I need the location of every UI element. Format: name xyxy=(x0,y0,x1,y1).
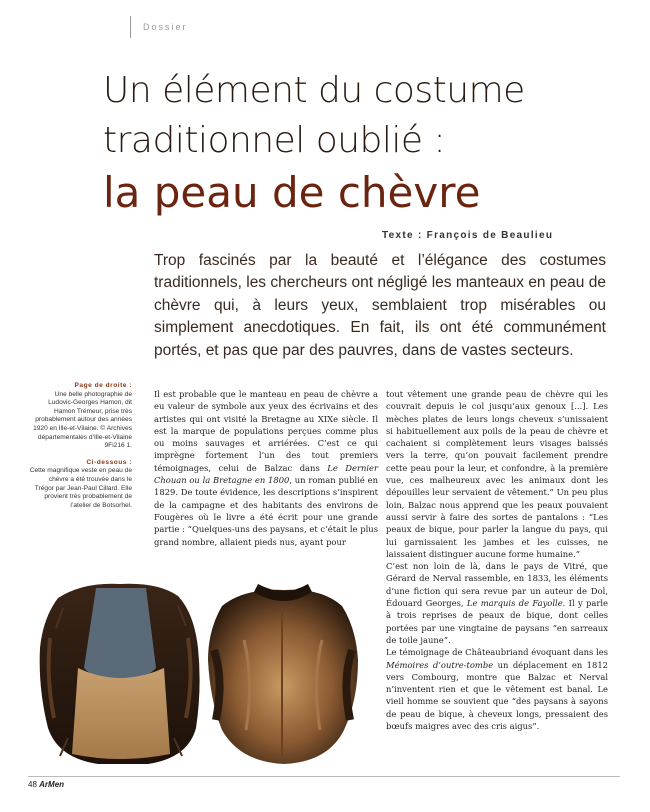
magazine-name: ArMen xyxy=(39,780,65,789)
byline: Texte : François de Beaulieu xyxy=(382,230,554,241)
photo-captions xyxy=(28,382,132,510)
article-title xyxy=(103,66,623,222)
column-1-paragraph: Il est probable que le manteau en peau de chèvre a eu valeur de symbole aux yeux des écrivains et des artistes qui ont visité la Bretagne au XIXe siècle. Il est la marque de populations perçues comme plus ou moins sauvages et arriérées. C’est ce qui imprègne fortement l’un des tout premiers témoignages, celui de Balzac dans Le Dernier Chouan ou la Bretagne en 1800, un roman publié en 1829. De toute évidence, les descriptions s’inspirent de la campagne et des habitants des environs de Fougères où le livre a été écrit pour une grande partie : “Quelques-uns des paysans, et c’était le plus grand nombre, allaient pieds nus, ayant pour xyxy=(154,389,379,547)
caption-heading-1: Page de droite : xyxy=(74,382,132,389)
title-line-1: Un élément du costume xyxy=(103,70,525,111)
footer-rule xyxy=(28,776,620,777)
book-title: Le marquis de Fayolle xyxy=(466,598,563,609)
book-title: Le Dernier Chouan ou la Bretagne en 1800 xyxy=(154,462,379,486)
title-line-3: la peau de chèvre xyxy=(103,168,481,217)
caption-text-1: Une belle photographie de Ludovic-Georges Hamon, dit Hamon Trémeur, prise très probablement autour des années 1920 en Ille-et-Vilaine. © Archives départementales d’Ille-et-Vilaine 9Fi216 1. xyxy=(33,390,132,450)
page-number: 48 xyxy=(28,780,37,789)
goatskin-jacket-back-photo xyxy=(204,580,362,766)
caption-heading-2: Ci-dessous : xyxy=(86,458,132,466)
goatskin-jacket-front-photo xyxy=(38,578,202,768)
column-2-paragraph-1: tout vêtement une grande peau de chèvre qui les couvrait depuis le col jusqu’aux genoux [...]. Les mèches plates de leurs longs cheveux s’unissaient si habituellement aux poils de la peau de chèvre et cachaient si complètement leurs visages baissés vers la terre, qu’on pouvait facilement prendre cette peau pour la leur, et confondre, à la première vue, ces malheureux avec les animaux dont les dépouilles leur servaient de vêtement.” Un peu plus loin, Balzac nous apprend que les peaux pouvaient aussi servir à faire des sortes de pantalons : “Les peaux de bique, pour parler la langue du pays, qui lui garnissaient les jambes et les cuisses, ne laissaient distinguer aucune forme humaine.” xyxy=(386,389,608,559)
book-title: Mémoires d’outre-tombe xyxy=(386,659,494,670)
caption-text-2: Cette magnifique veste en peau de chèvre a été trouvée dans le Trégor par Jean-Paul Cillard. Elle provient très probablement de l’atelier de Botsorhel. xyxy=(29,467,132,509)
page-footer xyxy=(28,780,64,789)
title-line-2: traditionnel oublié : xyxy=(103,120,446,161)
section-tag: Dossier xyxy=(130,16,188,38)
text-column-2 xyxy=(386,388,608,732)
text-column-1 xyxy=(154,388,378,548)
column-2-paragraph-3: Le témoignage de Châteaubriand évoquant dans les Mémoires d’outre-tombe un déplacement en 1812 vers Combourg, montre que Balzac et Nerval n’inventent rien et que le vêtement est banal. Le vieil homme se souvient que “des paysans à sayons de peau de bique, à cheveux longs, pressaient des bœufs maigres avec des cris aigus”. xyxy=(386,647,608,732)
lead-paragraph: Trop fascinés par la beauté et l’élégance des costumes traditionnels, les chercheurs ont négligé les manteaux en peau de chèvre qui, à leurs yeux, semblaient trop misérables ou simplement anecdotiques. En fait, ils ont été communément portés, et pas que par des pauvres, dans de vastes secteurs. xyxy=(154,252,606,359)
column-2-paragraph-2: C’est non loin de là, dans le pays de Vitré, que Gérard de Nerval rassemble, en 1833, les éléments d’une fiction qui sera revue par un auteur de Dol, Édouard Georges, Le marquis de Fayolle. Il y parle à trois reprises de peaux de bique, dont celles portées par une vingtaine de paysans “en sarreaux de toile jaune”. xyxy=(386,561,608,645)
